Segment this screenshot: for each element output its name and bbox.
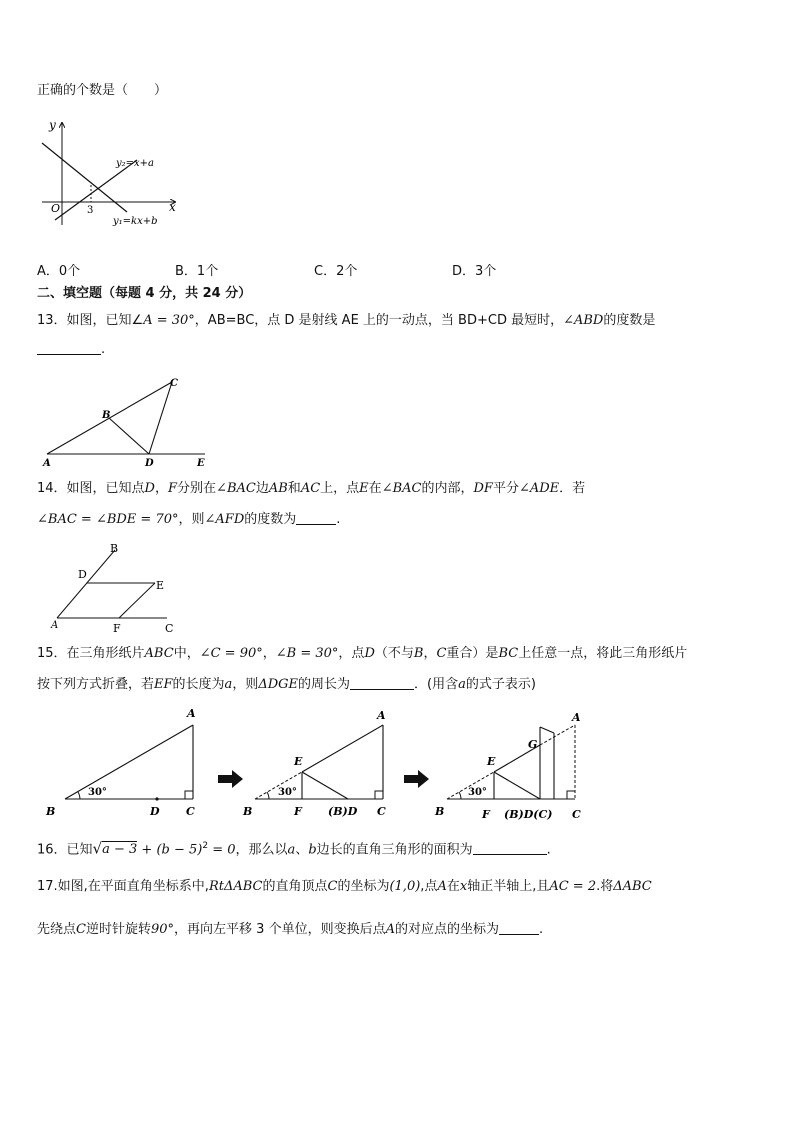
svg-text:E: E bbox=[487, 755, 496, 768]
svg-text:C: C bbox=[186, 805, 195, 818]
y2-label: y₂=x+a bbox=[116, 158, 155, 169]
svg-text:G: G bbox=[528, 738, 538, 751]
svg-text:F: F bbox=[482, 808, 490, 821]
q15-figure-3 bbox=[432, 705, 592, 820]
svg-text:30°: 30° bbox=[468, 787, 487, 798]
q13-text: 13．如图，已知∠A = 30°，AB=BC，点 D 是射线 AE 上的一动点，当 BD+CD 最短时，∠ABD的度数是 bbox=[37, 313, 656, 328]
q14-figure bbox=[37, 540, 187, 635]
svg-text:D: D bbox=[150, 805, 160, 818]
section-title: 二、填空题（每题 4 分，共 24 分） bbox=[37, 286, 252, 301]
q16-text: 16．已知$√a - 3 + (b - 5)^2 = 0$，那么以a、b边长的直角三角形的面积为 . bbox=[37, 839, 551, 858]
svg-text:E: E bbox=[294, 755, 303, 768]
sqrt-sign-icon: √ bbox=[92, 839, 103, 858]
x-label: x bbox=[169, 200, 176, 214]
q13-answer-blank[interactable]: . bbox=[37, 340, 105, 359]
q12-option-b: B．1个 bbox=[175, 264, 219, 279]
three-label: 3 bbox=[87, 205, 94, 216]
svg-text:C: C bbox=[170, 378, 178, 389]
q17-answer-blank[interactable] bbox=[499, 920, 539, 935]
q14-line1: 14．如图，已知点D，F分别在∠BAC边AB和AC上，点E在∠BAC的内部，DF平分∠ADE．若 bbox=[37, 481, 586, 496]
svg-text:B: B bbox=[46, 805, 56, 818]
svg-text:B: B bbox=[110, 542, 119, 555]
arrow-icon bbox=[404, 770, 430, 788]
svg-text:D: D bbox=[78, 568, 87, 581]
svg-text:B: B bbox=[102, 410, 111, 421]
y1-label: y₁=kx+b bbox=[113, 216, 158, 227]
svg-text:A: A bbox=[572, 711, 581, 724]
y-label: y bbox=[49, 118, 56, 132]
svg-text:C: C bbox=[377, 805, 386, 818]
svg-text:C: C bbox=[165, 622, 174, 635]
q15-figure-2 bbox=[240, 705, 400, 820]
svg-text:A: A bbox=[377, 709, 386, 722]
svg-text:E: E bbox=[197, 458, 205, 469]
svg-text:D: D bbox=[145, 458, 154, 469]
svg-text:A: A bbox=[43, 458, 51, 469]
q14-line2: ∠BAC = ∠BDE = 70°，则∠AFD的度数为 . bbox=[37, 512, 341, 527]
svg-text:A: A bbox=[51, 620, 59, 631]
q16-answer-blank[interactable] bbox=[473, 840, 547, 855]
svg-text:F: F bbox=[294, 805, 302, 818]
q12-option-d: D．3个 bbox=[452, 264, 497, 279]
svg-text:A: A bbox=[187, 707, 196, 720]
svg-text:F: F bbox=[113, 622, 121, 635]
q12-graph bbox=[37, 115, 187, 230]
svg-text:E: E bbox=[156, 579, 165, 592]
q15-answer-blank[interactable] bbox=[350, 675, 414, 690]
q17-line2: 先绕点C逆时针旋转90°，再向左平移 3 个单位，则变换后点A的对应点的坐标为 . bbox=[37, 922, 544, 937]
q17-line1: 17.如图,在平面直角坐标系中,RtΔABC的直角顶点C的坐标为(1,0),点A在x轴正半轴上,且AC = 2.将ΔABC bbox=[37, 879, 652, 894]
q12-option-a: A．0个 bbox=[37, 264, 81, 279]
svg-text:C: C bbox=[572, 808, 581, 821]
q15-line2: 按下列方式折叠，若EF的长度为a，则ΔDGE的周长为 ．(用含a的式子表示) bbox=[37, 677, 536, 692]
svg-text:B: B bbox=[243, 805, 253, 818]
origin-label: O bbox=[51, 202, 61, 215]
svg-text:(B)D(C): (B)D(C) bbox=[504, 808, 553, 821]
svg-text:B: B bbox=[435, 805, 445, 818]
q14-answer-blank[interactable] bbox=[296, 510, 336, 525]
q13-figure bbox=[37, 372, 212, 472]
q16-sqrt-body: a − 3 bbox=[102, 842, 138, 858]
svg-text:(B)D: (B)D bbox=[328, 805, 358, 818]
svg-text:30°: 30° bbox=[88, 787, 107, 798]
q15-line1: 15．在三角形纸片ABC中，∠C = 90°，∠B = 30°，点D（不与B，C重合）是BC上任意一点，将此三角形纸片 bbox=[37, 646, 688, 661]
q12-option-c: C．2个 bbox=[314, 264, 358, 279]
svg-text:30°: 30° bbox=[278, 787, 297, 798]
line-y2 bbox=[55, 160, 137, 220]
q15-figure-1 bbox=[40, 705, 210, 820]
q12-question-tail: 正确的个数是（ ） bbox=[37, 83, 168, 98]
